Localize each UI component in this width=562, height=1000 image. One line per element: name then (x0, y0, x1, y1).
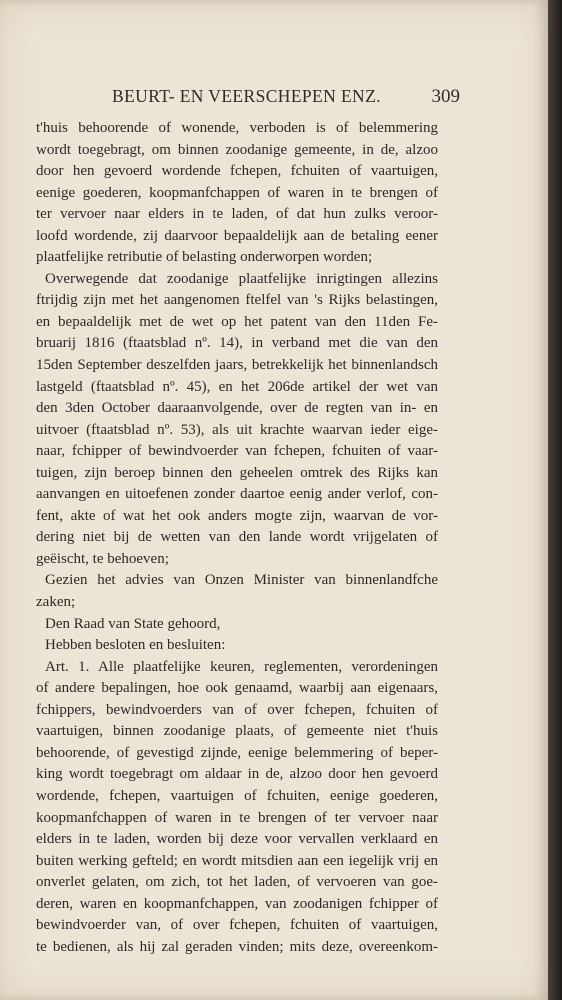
text-line: plaatfelijke retributie of belasting onderworpen worden; (36, 249, 373, 266)
text-line: dering niet bij de wetten van den lande wordt vrijgelaten of (36, 529, 438, 546)
text-line: en bepaaldelijk met de wet op het patent van den 11den Fe- (36, 313, 438, 330)
text-line: ftrijdig zijn met het aangenomen ftelfel van 's Rijks belastingen, (36, 292, 438, 309)
page-header (60, 84, 460, 112)
text-line: Art. 1. Alle plaatfelijke keuren, reglementen, verordeningen (45, 658, 438, 675)
text-line: Den Raad van State gehoord, (45, 615, 221, 632)
text-line: wordende, fchepen, vaartuigen of fchuiten, eenige goederen, (36, 787, 438, 804)
book-spine-shadow (548, 0, 562, 1000)
text-line: t'huis behoorende of wonende, verboden is of belemmering (36, 120, 438, 136)
text-line: fchippers, bewindvoerders van of over fchepen, fchuiten of (36, 701, 438, 718)
body-text (36, 118, 438, 958)
text-line: loofd wordende, zij daarvoor bepaaldelijk aan de betaling eener (36, 227, 438, 244)
text-line: behoorende, of gevestigd zijnde, eenige belemmering of beper- (36, 744, 438, 761)
text-line: eenige goederen, koopmanfchappen of waren in te brengen of (36, 184, 438, 201)
text-line: lastgeld (ftaatsblad nº. 45), en het 206de artikel der wet van (36, 378, 438, 395)
text-line: naar, fchipper of bewindvoerder van fchepen, fchuiten of vaar- (36, 443, 438, 460)
text-line: 15den September deszelfden jaars, betrekkelijk het binnenlandsch (36, 357, 438, 374)
text-line: wordt toegebragt, om binnen zoodanige gemeente, in de, alzoo (36, 141, 438, 158)
text-line: te bedienen, als hij zal geraden vinden; mits deze, overeenkom- (36, 938, 438, 955)
text-line: onverlet gelaten, om zich, tot het laden, of vervoeren van goe- (36, 874, 438, 891)
text-line: door hen gevoerd wordende fchepen, fchuiten of vaartuigen, (36, 163, 438, 180)
text-line: Gezien het advies van Onzen Minister van binnenlandfche (45, 572, 438, 589)
text-line: Hebben besloten en besluiten: (45, 637, 226, 654)
text-line: vaartuigen, binnen zoodanige plaats, of gemeente niet t'huis (36, 723, 438, 740)
text-line: uitvoer (ftaatsblad nº. 53), als uit krachte waarvan ieder eige- (36, 421, 438, 438)
text-line: den 3den October daaraanvolgende, over de regten van in- en (36, 400, 438, 417)
text-line: king wordt toegebragt om aldaar in de, alzoo door hen gevoerd (36, 766, 438, 783)
text-line: bewindvoerder van, of over fchepen, fchuiten of vaartuigen, (36, 917, 438, 934)
text-line: aanvangen en uitoefenen zonder daartoe eenig ander verlof, con- (36, 486, 438, 503)
text-line: geëischt, te behoeven; (36, 550, 169, 567)
text-line: ter vervoer naar elders in te laden, of dat hun zulks veroor- (36, 206, 438, 223)
text-line: buiten werking gefteld; en wordt mitsdien aan een iegelijk vrij en (36, 852, 438, 869)
text-line: zaken; (36, 594, 76, 611)
text-line: tuigen, zijn beroep binnen den geheelen omtrek des Rijks kan (36, 464, 438, 481)
page-number: 309 (431, 86, 460, 107)
text-line: elders in te laden, worden bij deze voor vervallen verklaard en (36, 831, 438, 848)
text-line: bruarij 1816 (ftaatsblad nº. 14), in verband met die van den (36, 335, 438, 352)
text-line: koopmanfchappen of waren in te brengen of ter vervoer naar (36, 809, 438, 826)
text-line: deren, waren en koopmanfchappen, van zoodanigen fchipper of (36, 895, 438, 912)
running-head: BEURT- EN VEERSCHEPEN ENZ. (112, 86, 381, 106)
text-line: of andere bepalingen, hoe ook genaamd, waarbij aan eigenaars, (36, 680, 438, 697)
text-line: Overwegende dat zoodanige plaatfelijke inrigtingen allezins (45, 270, 438, 287)
text-line: fent, akte of wat het ook anders mogte zijn, waarvan de vor- (36, 507, 438, 524)
